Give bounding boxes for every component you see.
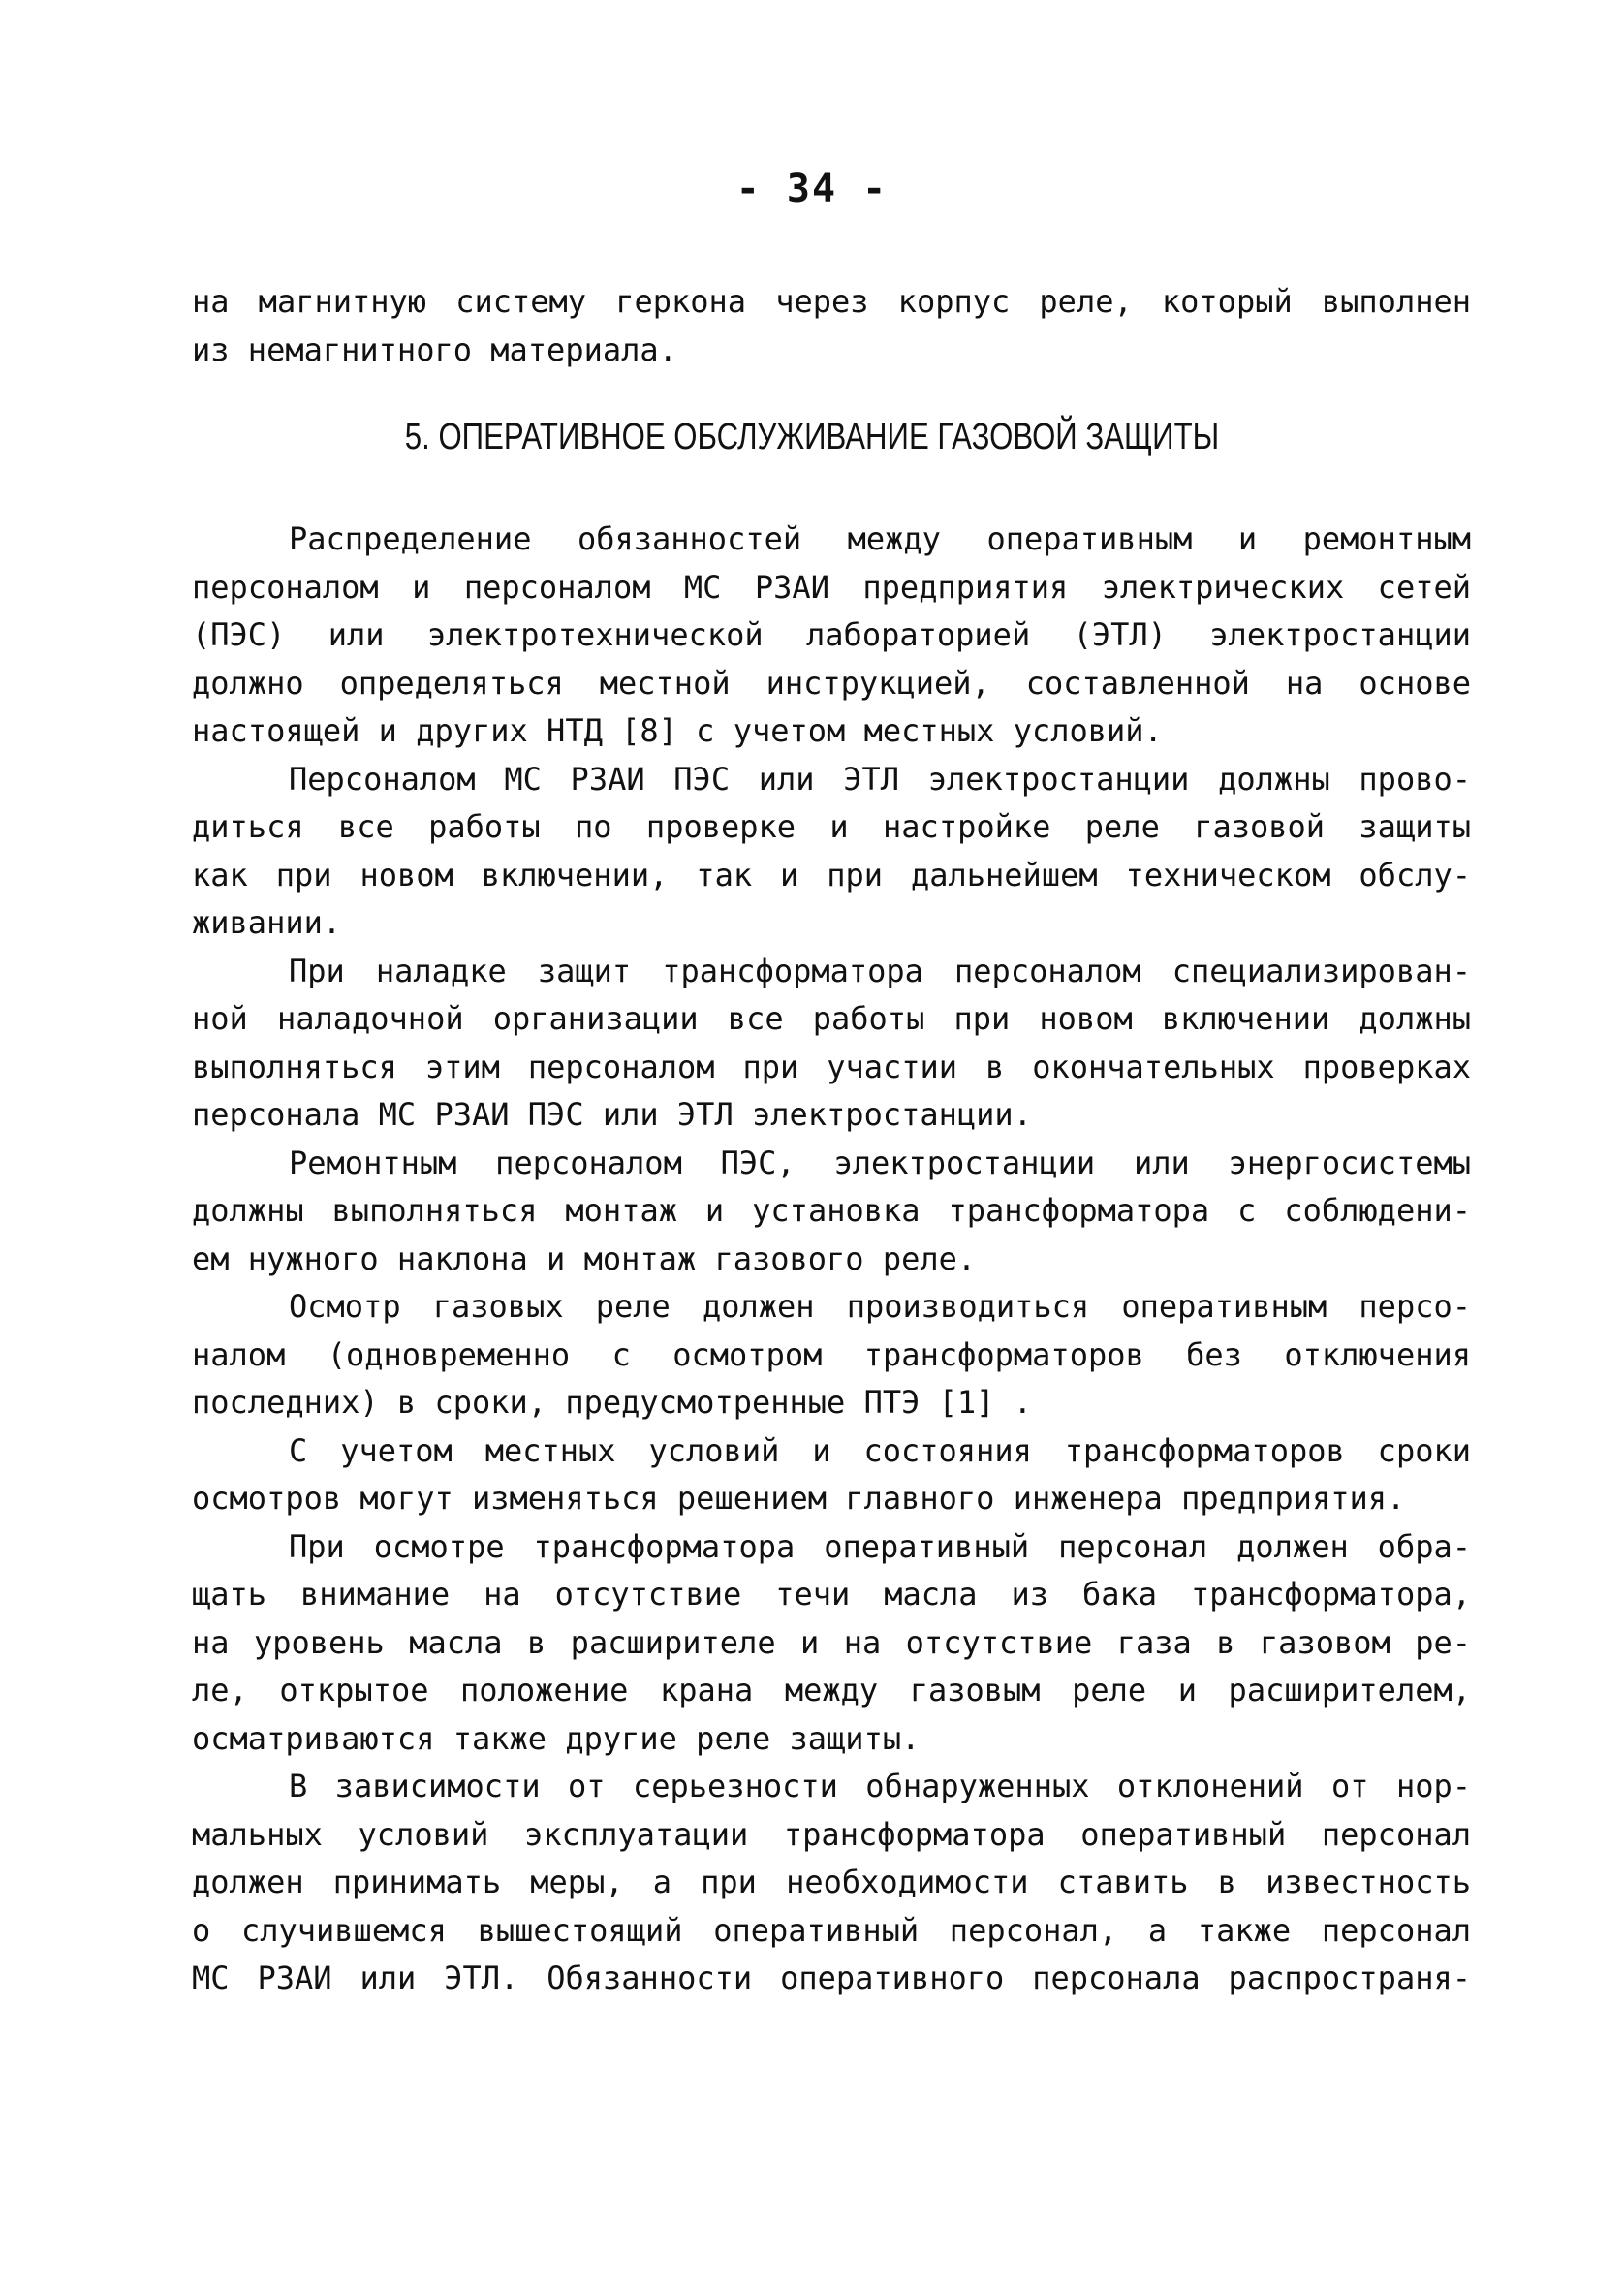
text-line: При наладке защит трансформатора персоналом специализирован- — [289, 952, 1471, 989]
text-line: ем нужного наклона и монтаж газового реле. — [192, 1239, 977, 1277]
text-line: МС РЗАИ или ЭТЛ. Обязанности оперативного персонала распространя- — [192, 1960, 1471, 1996]
paragraph — [192, 1140, 1471, 1284]
section-heading: 5. ОПЕРАТИВНОЕ ОБСЛУЖИВАНИЕ ГАЗОВОЙ ЗАЩИТЫ — [404, 417, 1220, 457]
paragraph — [192, 516, 1471, 756]
text-line: осматриваются также другие реле защиты. — [192, 1719, 921, 1757]
text-line: С учетом местных условий и состояния трансформаторов сроки — [289, 1431, 1471, 1469]
text-line: должно определяться местной инструкцией, составленной на основе — [192, 664, 1471, 702]
text-line: мальных условий эксплуатации трансформатора оперативный персонал — [192, 1815, 1471, 1853]
text-line: должен принимать меры, а при необходимости ставить в известность — [192, 1864, 1471, 1900]
text-line: живании. — [192, 904, 342, 941]
text-line: В зависимости от серьезности обнаруженных отклонений от нор- — [289, 1768, 1471, 1804]
text-line: налом (одновременно с осмотром трансформаторов без отключения — [192, 1335, 1471, 1373]
text-line: Распределение обязанностей между оперативным и ремонтным — [289, 520, 1471, 557]
paragraph — [192, 756, 1471, 948]
text-line: щать внимание на отсутствие течи масла из бака трансформатора, — [192, 1576, 1471, 1613]
text-line: как при новом включении, так и при дальнейшем техническом обслу- — [192, 856, 1471, 894]
text-line: о случившемся вышестоящий оперативный персонал, а также персонал — [192, 1911, 1471, 1949]
paragraph — [192, 1283, 1471, 1427]
text-line: персонала МС РЗАИ ПЭС или ЭТЛ электростанции. — [192, 1096, 1032, 1133]
text-line: должны выполняться монтаж и установка трансформатора с соблюдени- — [192, 1192, 1471, 1229]
text-line: Ремонтным персоналом ПЭС, электростанции или энергосистемы — [289, 1144, 1471, 1181]
paragraph — [192, 1763, 1471, 2003]
text-line: При осмотре трансформатора оперативный персонал должен обра- — [289, 1527, 1471, 1565]
paragraph — [192, 1427, 1471, 1523]
text-line: ной наладочной организации все работы при новом включении должны — [192, 1000, 1471, 1037]
text-line: ле, открытое положение крана между газовым реле и расширителем, — [192, 1672, 1471, 1709]
text-line: (ПЭС) или электротехнической лабораторией (ЭТЛ) электростанции — [192, 616, 1471, 653]
text-line: осмотров могут изменяться решением главного инженера предприятия. — [192, 1480, 1406, 1517]
text-line: диться все работы по проверке и настройке реле газовой защиты — [192, 808, 1471, 845]
text-line: из немагнитного материала. — [192, 330, 677, 368]
text-line: Осмотр газовых реле должен производиться оперативным персо- — [289, 1288, 1471, 1325]
text-line: выполняться этим персоналом при участии в окончательных проверках — [192, 1048, 1471, 1085]
paragraph — [192, 948, 1471, 1140]
text-line: настоящей и других НТД [8] с учетом местных условий. — [192, 712, 1163, 749]
page-number: - 34 - — [735, 167, 889, 211]
text-line: на магнитную систему геркона через корпус реле, который выполнен — [192, 283, 1471, 320]
paragraph — [192, 1523, 1471, 1764]
text-line: на уровень масла в расширителе и на отсутствие газа в газовом ре- — [192, 1623, 1471, 1661]
text-line: Персоналом МС РЗАИ ПЭС или ЭТЛ электростанции должны прово- — [289, 760, 1471, 798]
body-text — [192, 516, 1471, 2003]
intro-text — [192, 278, 1471, 374]
text-line: персоналом и персоналом МС РЗАИ предприятия электрических сетей — [192, 568, 1471, 606]
text-line: последних) в сроки, предусмотренные ПТЭ [1] . — [192, 1384, 1032, 1421]
